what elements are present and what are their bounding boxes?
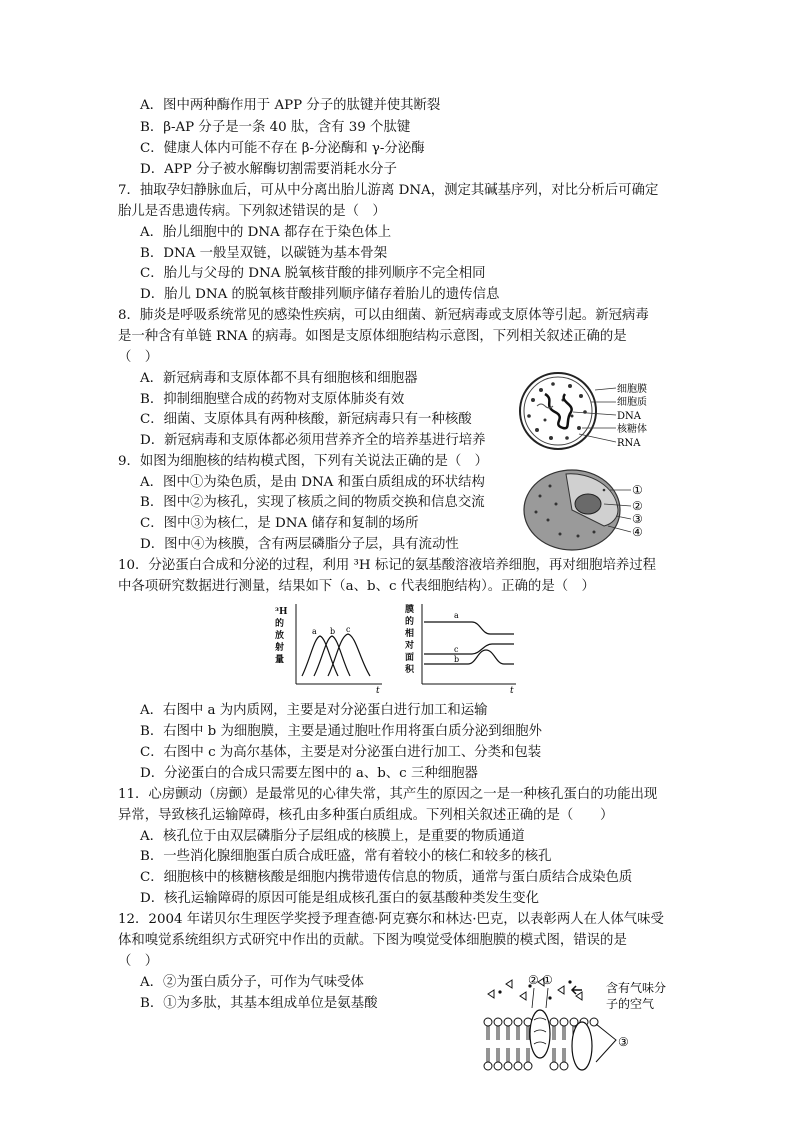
q11-option-d: D．核孔运输障碍的原因可能是组成核孔蛋白的氨基酸种类发生变化 <box>140 891 540 906</box>
q6-option-a: A．图中两种酶作用于 APP 分子的肽键并使其断裂 <box>140 98 441 113</box>
olfactory-caption-line1: 含有气味分 <box>606 981 667 995</box>
mycoplasma-label-ribosome: 核糖体 <box>617 424 647 435</box>
q10-option-a: A．右图中 a 为内质网，主要是对分泌蛋白进行加工和运输 <box>140 703 488 718</box>
q12-stem-line3: （ ） <box>118 954 159 969</box>
q7-option-b: B．DNA 一般呈双链，以碳链为基本骨架 <box>140 246 388 261</box>
nucleus-label-1: ① <box>632 483 643 497</box>
q11-stem-line2: 异常，导致核孔运输障碍，核孔由多种蛋白质组成。下列相关叙述正确的是（ ） <box>118 808 614 823</box>
q11-stem-line1: 11．心房颤动（房颤）是最常见的心律失常，其产生的原因之一是一种核孔蛋白的功能出现 <box>118 787 658 802</box>
left-curve-b: b <box>330 627 336 636</box>
q11-option-a: A．核孔位于由双层磷脂分子层组成的核膜上，是重要的物质通道 <box>140 829 525 844</box>
nucleus-label-3: ③ <box>632 512 643 526</box>
q8-stem-line3: （ ） <box>118 350 159 365</box>
olfactory-membrane-figure <box>478 970 688 1078</box>
q8-stem-line2: 是一种含有单链 RNA 的病毒。如图是支原体细胞结构示意图，下列相关叙述正确的是 <box>118 329 627 344</box>
q7-stem-line1: 7．抽取孕妇静脉血后，可从中分离出胎儿游离 DNA，测定其碱基序列，对比分析后可确定 <box>118 183 659 198</box>
q7-stem-line2: 胎儿是否患遗传病。下列叙述错误的是（ ） <box>118 204 386 219</box>
left-ylabel-2: 的 <box>275 619 285 629</box>
q6-option-d: D．APP 分子被水解酶切割需要消耗水分子 <box>140 162 397 177</box>
right-ylabel-2: 的 <box>405 617 415 627</box>
q11-option-b: B．一些消化腺细胞蛋白质合成旺盛，常有着较小的核仁和较多的核孔 <box>140 849 552 864</box>
mycoplasma-label-rna: RNA <box>617 438 641 449</box>
q7-option-a: A．胎儿细胞中的 DNA 都存在于染色体上 <box>140 225 392 240</box>
q9-option-c: C．图中③为核仁，是 DNA 储存和复制的场所 <box>140 516 419 531</box>
left-curve-c: c <box>346 625 351 634</box>
olfactory-label-2: ② <box>528 973 539 987</box>
q8-option-c: C．细菌、支原体具有两种核酸，新冠病毒只有一种核酸 <box>140 412 472 427</box>
right-ylabel-3: 相 <box>405 629 415 639</box>
q6-option-b: B．β-AP 分子是一条 40 肽，含有 39 个肽键 <box>140 120 411 135</box>
right-curve-b: b <box>454 655 460 664</box>
right-ylabel-4: 对 <box>405 641 415 651</box>
right-xlabel: t <box>510 686 514 694</box>
mycoplasma-label-cytoplasm: 细胞质 <box>617 397 647 408</box>
left-xlabel: t <box>376 686 380 694</box>
right-curve-c: c <box>454 645 459 654</box>
q8-option-a: A．新冠病毒和支原体都不具有细胞核和细胞器 <box>140 371 418 386</box>
q12-option-a: A．②为蛋白质分子，可作为气味受体 <box>140 975 364 990</box>
q6-option-c: C．健康人体内可能不存在 β-分泌酶和 γ-分泌酶 <box>140 141 425 156</box>
olfactory-label-1: ① <box>542 973 553 987</box>
q9-option-b: B．图中②为核孔，实现了核质之间的物质交换和信息交流 <box>140 495 485 510</box>
left-curve-a: a <box>312 627 317 636</box>
q8-option-b: B．抑制细胞壁合成的药物对支原体肺炎有效 <box>140 392 405 407</box>
q8-option-d: D．新冠病毒和支原体都必须用营养齐全的培养基进行培养 <box>140 433 486 448</box>
olfactory-label-3: ③ <box>618 1035 629 1049</box>
q8-stem-line1: 8．肺炎是呼吸系统常见的感染性疾病，可以由细菌、新冠病毒或支原体等引起。新冠病毒 <box>118 308 649 323</box>
q10-left-chart <box>272 600 386 694</box>
left-ylabel-5: 量 <box>275 655 285 665</box>
q11-option-c: C．细胞核中的核糖核酸是细胞内携带遗传信息的物质，通常与蛋白质结合成染色质 <box>140 870 633 885</box>
q12-option-b: B．①为多肽，其基本组成单位是氨基酸 <box>140 996 378 1011</box>
q7-option-d: D．胎儿 DNA 的脱氧核苷酸排列顺序储存着胎儿的遗传信息 <box>140 287 500 302</box>
q9-option-a: A．图中①为染色质，是由 DNA 和蛋白质组成的环状结构 <box>140 475 485 490</box>
nucleus-figure <box>520 466 670 554</box>
q7-option-c: C．胎儿与父母的 DNA 脱氧核苷酸的排列顺序不完全相同 <box>140 266 486 281</box>
left-ylabel-1: ³H <box>275 607 288 617</box>
q9-option-d: D．图中④为核膜，含有两层磷脂分子层，具有流动性 <box>140 537 459 552</box>
q12-stem-line1: 12．2004 年诺贝尔生理医学奖授予理查德·阿克赛尔和林达·巴克，以表彰两人在人体气味受 <box>118 912 664 927</box>
mycoplasma-figure <box>515 372 665 452</box>
right-curve-a: a <box>454 611 459 620</box>
olfactory-caption-line2: 子的空气 <box>606 997 655 1011</box>
q12-stem-line2: 体和嗅觉系统组织方式研究中作出的贡献。下图为嗅觉受体细胞膜的模式图，错误的是 <box>118 933 627 948</box>
right-ylabel-1: 膜 <box>405 605 415 615</box>
right-ylabel-6: 积 <box>405 665 415 675</box>
q10-stem-line1: 10．分泌蛋白合成和分泌的过程，利用 ³H 标记的氨基酸溶液培养细胞，再对细胞培养过程 <box>118 558 657 573</box>
left-ylabel-4: 射 <box>275 643 285 653</box>
nucleus-label-4: ④ <box>632 525 643 539</box>
q10-option-c: C．右图中 c 为高尔基体，主要是对分泌蛋白进行加工、分类和包装 <box>140 745 542 760</box>
q9-stem: 9．如图为细胞核的结构模式图，下列有关说法正确的是（ ） <box>118 454 489 469</box>
nucleus-label-2: ② <box>632 499 643 513</box>
q10-option-d: D．分泌蛋白的合成只需要左图中的 a、b、c 三种细胞器 <box>140 766 478 781</box>
mycoplasma-label-dna: DNA <box>617 411 641 422</box>
q10-right-chart <box>402 600 522 694</box>
right-ylabel-5: 面 <box>405 653 415 663</box>
q10-option-b: B．右图中 b 为细胞膜，主要是通过胞吐作用将蛋白质分泌到细胞外 <box>140 724 542 739</box>
q10-stem-line2: 中各项研究数据进行测量，结果如下（a、b、c 代表细胞结构）。正确的是（ ） <box>118 579 595 594</box>
left-ylabel-3: 放 <box>275 631 285 641</box>
mycoplasma-label-membrane: 细胞膜 <box>617 384 647 395</box>
